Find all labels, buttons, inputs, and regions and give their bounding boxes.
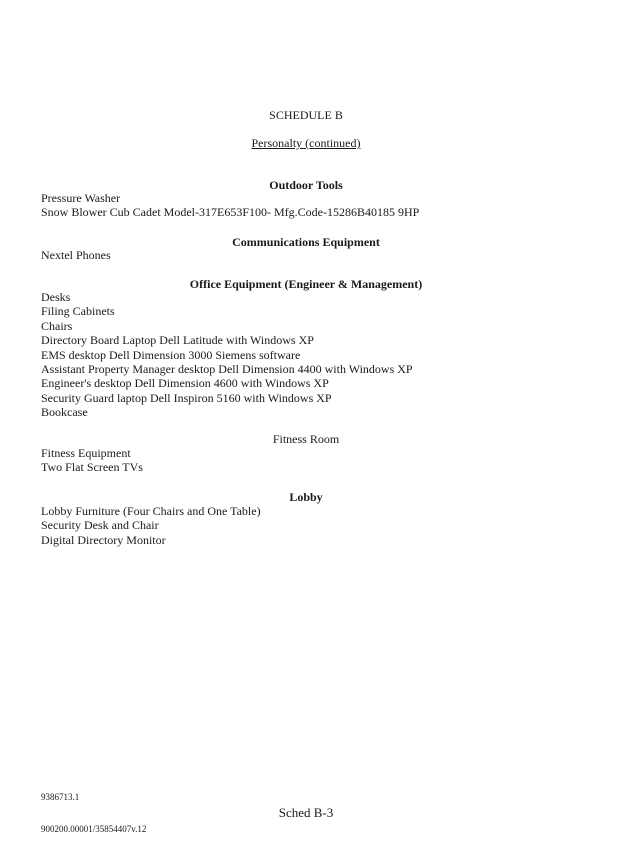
list-item: Assistant Property Manager desktop Dell Dimension 4400 with Windows XP xyxy=(41,361,413,376)
schedule-subtitle: Personalty (continued) xyxy=(251,136,361,150)
section-heading-fitness-room: Fitness Room xyxy=(272,432,340,446)
list-item: Security Guard laptop Dell Inspiron 5160 with Windows XP xyxy=(41,390,332,405)
section-list-outdoor-tools xyxy=(41,191,419,220)
schedule-title: SCHEDULE B xyxy=(269,108,343,122)
list-item: Chairs xyxy=(41,318,73,333)
section-heading-lobby: Lobby xyxy=(289,490,323,504)
file-reference: 900200.00001/35854407v.12 xyxy=(41,824,147,834)
section-heading-outdoor-tools: Outdoor Tools xyxy=(269,178,343,192)
list-item: Pressure Washer xyxy=(41,191,121,205)
list-item: Bookcase xyxy=(41,405,88,420)
list-item: Fitness Equipment xyxy=(41,446,131,460)
section-heading-communications: Communications Equipment xyxy=(232,235,380,249)
page-label: Sched B-3 xyxy=(278,805,334,820)
list-item: Nextel Phones xyxy=(41,248,111,262)
section-list-office-equipment xyxy=(41,290,413,420)
section-list-fitness-room xyxy=(41,446,143,475)
list-item: Digital Directory Monitor xyxy=(41,532,166,547)
list-item: EMS desktop Dell Dimension 3000 Siemens software xyxy=(41,347,301,362)
list-item: Directory Board Laptop Dell Latitude with Windows XP xyxy=(41,333,314,348)
section-heading-office-equipment: Office Equipment (Engineer & Management) xyxy=(189,277,423,291)
section-list-communications xyxy=(41,248,111,262)
list-item: Filing Cabinets xyxy=(41,304,115,319)
list-item: Engineer's desktop Dell Dimension 4600 with Windows XP xyxy=(41,376,329,391)
section-list-lobby xyxy=(41,504,261,547)
list-item: Snow Blower Cub Cadet Model-317E653F100- Mfg.Code-15286B40185 9HP xyxy=(41,205,420,220)
document-number: 9386713.1 xyxy=(41,792,80,802)
list-item: Lobby Furniture (Four Chairs and One Table) xyxy=(41,504,261,518)
list-item: Desks xyxy=(41,290,71,304)
list-item: Security Desk and Chair xyxy=(41,518,159,533)
list-item: Two Flat Screen TVs xyxy=(41,460,143,475)
